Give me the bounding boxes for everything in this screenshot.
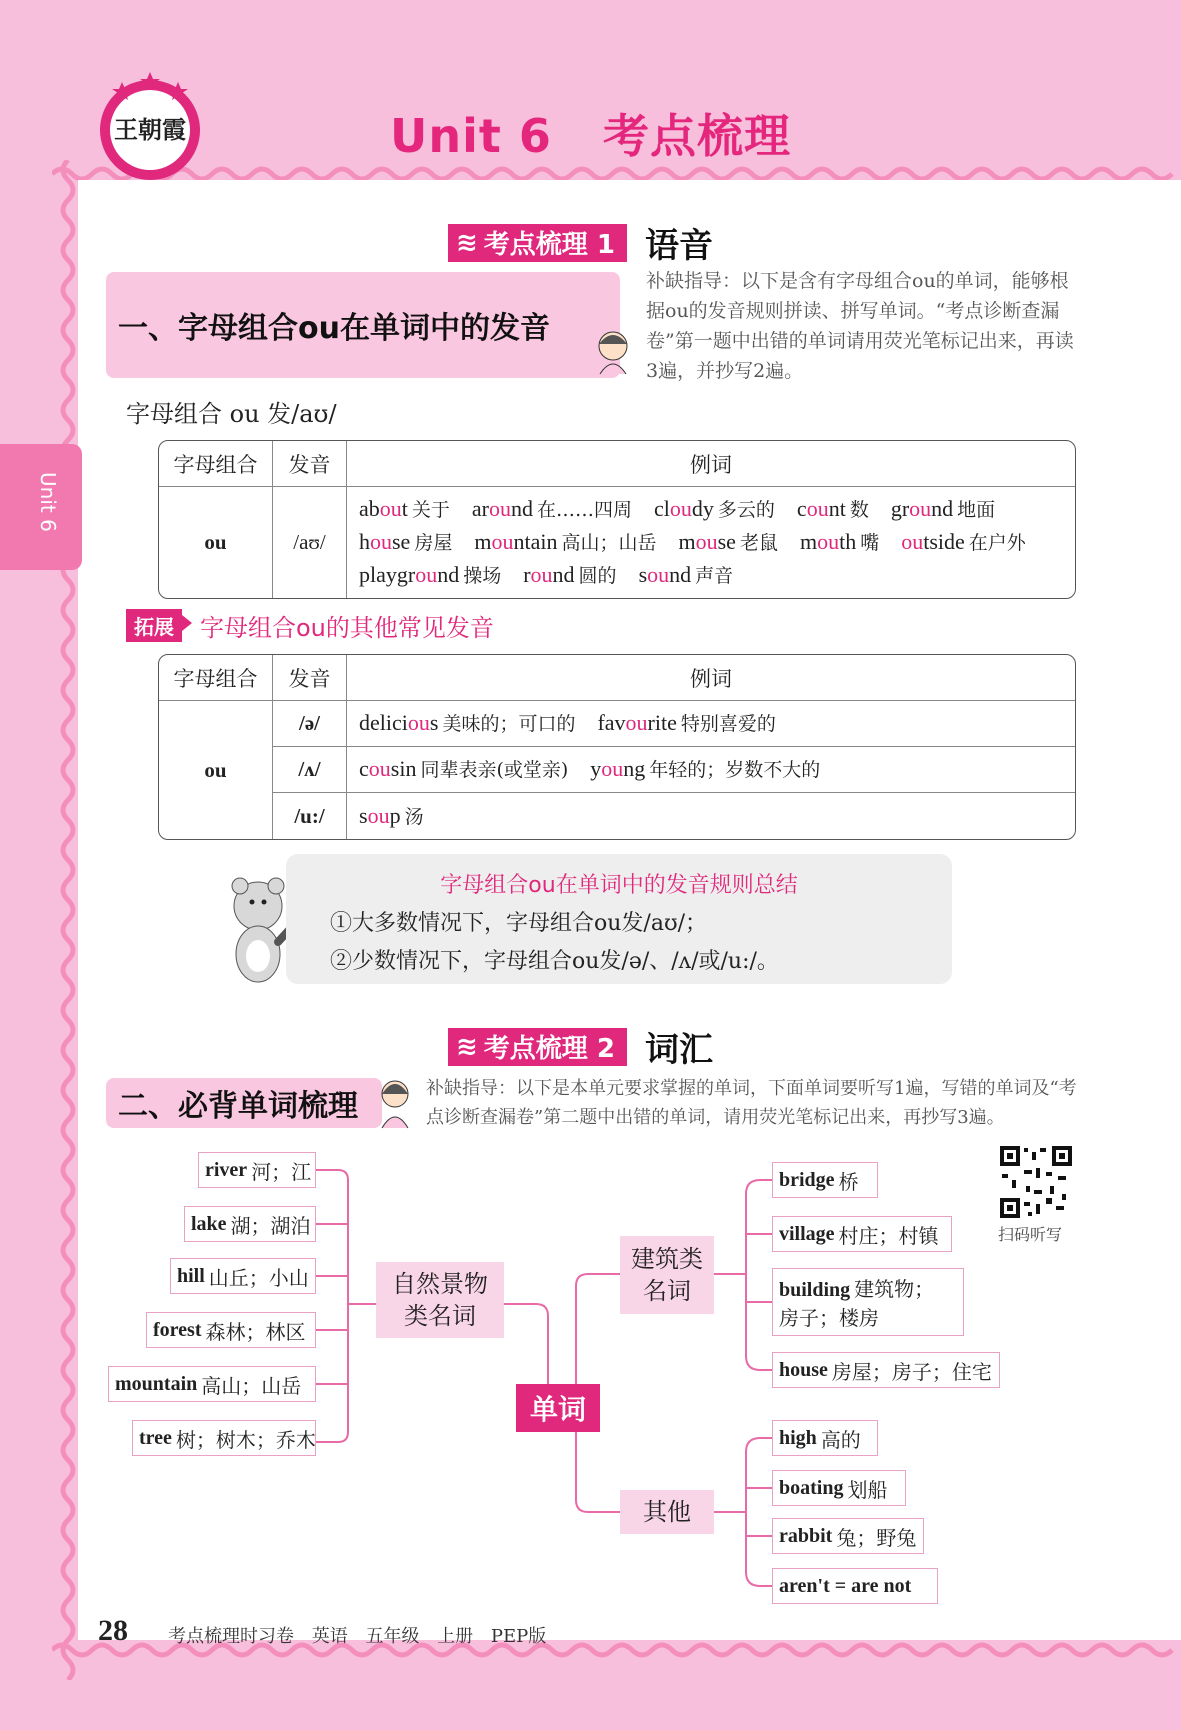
example-word: ground 地面 bbox=[890, 496, 996, 521]
example-word: around 在……四周 bbox=[471, 496, 633, 521]
word-leaf: forest 森林；林区 bbox=[146, 1312, 316, 1348]
summary-box bbox=[286, 854, 952, 984]
word-leaf: boating 划船 bbox=[772, 1470, 906, 1506]
example-word: sound 声音 bbox=[638, 562, 734, 587]
header-combo: 字母组合 bbox=[159, 655, 273, 701]
section1-title: 语音 bbox=[644, 226, 713, 266]
example-word: round 圆的 bbox=[523, 562, 617, 587]
ou-sound-table bbox=[158, 440, 1076, 599]
word-leaf: building 建筑物； 房子；楼房 bbox=[772, 1268, 964, 1336]
examples-cell bbox=[347, 793, 1075, 839]
header-examples: 例词 bbox=[347, 441, 1075, 487]
example-word: young 年轻的；岁数不大的 bbox=[590, 756, 821, 781]
example-word: about 关于 bbox=[359, 496, 450, 521]
wave-lines-icon: ≋ bbox=[456, 227, 478, 258]
page-number: 28 bbox=[98, 1614, 128, 1647]
header-sound: 发音 bbox=[273, 441, 347, 487]
extension-heading bbox=[126, 608, 494, 643]
example-line bbox=[359, 493, 1063, 526]
word-leaf: aren't = are not bbox=[772, 1568, 938, 1604]
word-leaf: rabbit 兔；野兔 bbox=[772, 1518, 924, 1554]
other-node: 其他 bbox=[620, 1490, 714, 1534]
wave-lines-icon: ≋ bbox=[456, 1031, 478, 1062]
section1-box-title: 一、字母组合ou在单词中的发音 bbox=[106, 272, 620, 378]
page-title: Unit 6 考点梳理 bbox=[390, 109, 791, 163]
table-header-row bbox=[159, 441, 1075, 487]
cartoon-girl-icon bbox=[588, 326, 638, 376]
example-word: outside 在户外 bbox=[901, 529, 1026, 554]
combo-cell: ou bbox=[159, 701, 273, 839]
word-leaf: river 河；江 bbox=[198, 1152, 316, 1188]
table-row bbox=[159, 747, 1075, 793]
ou-other-sounds-table bbox=[158, 654, 1076, 840]
header-combo: 字母组合 bbox=[159, 441, 273, 487]
nature-node-label: 自然景物类名词 bbox=[392, 1270, 488, 1330]
section2-heading bbox=[448, 1022, 713, 1071]
example-word: mountain 高山；山岳 bbox=[474, 529, 657, 554]
sound-cell: /u:/ bbox=[273, 793, 347, 839]
ou-subtitle: 字母组合 ou 发/aʊ/ bbox=[126, 400, 337, 428]
combo-cell: ou bbox=[159, 487, 273, 598]
cartoon-girl-icon bbox=[374, 1074, 416, 1130]
building-node bbox=[620, 1236, 714, 1314]
word-leaf: house 房屋；房子；住宅 bbox=[772, 1352, 1000, 1388]
summary-line-2: ②少数情况下，字母组合ou发/ə/、/ʌ/或/u:/。 bbox=[330, 949, 779, 974]
left-wave-border bbox=[52, 160, 82, 1680]
section1-heading bbox=[448, 218, 713, 267]
section2-badge: ≋ 考点梳理 2 bbox=[448, 1028, 627, 1066]
table-row bbox=[159, 701, 1075, 747]
building-node-label: 建筑类名词 bbox=[631, 1245, 703, 1305]
footer-text: 考点梳理时习卷 英语 五年级 上册 PEP版 bbox=[168, 1626, 547, 1647]
word-leaf: village 村庄；村镇 bbox=[772, 1216, 952, 1252]
example-word: count 数 bbox=[796, 496, 869, 521]
section1-badge: ≋ 考点梳理 1 bbox=[448, 224, 627, 262]
extension-text: 字母组合ou的其他常见发音 bbox=[200, 614, 494, 642]
word-leaf: tree 树；树木；乔木 bbox=[132, 1420, 316, 1456]
example-line bbox=[359, 526, 1063, 559]
sound-cell: /aʊ/ bbox=[273, 487, 347, 598]
table-header-row bbox=[159, 655, 1075, 701]
section2-note: 补缺指导：以下是本单元要求掌握的单词，下面单词要听写1遍，写错的单词及“考点诊断查漏卷”第二题中出错的单词，请用荧光笔标记出来，再抄写3遍。 bbox=[426, 1078, 1077, 1128]
word-leaf: mountain 高山；山岳 bbox=[108, 1366, 316, 1402]
extension-badge: 拓展 bbox=[126, 609, 182, 642]
example-word: favourite 特别喜爱的 bbox=[597, 710, 776, 735]
nature-node bbox=[376, 1262, 504, 1338]
example-word: mouth 嘴 bbox=[799, 529, 880, 554]
table-row bbox=[159, 793, 1075, 839]
header-sound: 发音 bbox=[273, 655, 347, 701]
example-word: delicious 美味的；可口的 bbox=[359, 710, 576, 735]
examples-cell bbox=[347, 701, 1075, 747]
section1-note: 补缺指导：以下是含有字母组合ou的单词，能够根据ou的发音规则拼读、拼写单词。“考点诊断查漏卷”第一题中出错的单词请用荧光笔标记出来，再读3遍，并抄写2遍。 bbox=[646, 270, 1074, 382]
mindmap-root: 单词 bbox=[516, 1384, 600, 1432]
summary-line-1: ①大多数情况下，字母组合ou发/aʊ/； bbox=[330, 911, 707, 936]
qr-code-icon[interactable] bbox=[1000, 1146, 1072, 1218]
section2-box-title: 二、必背单词梳理 bbox=[106, 1078, 382, 1128]
word-leaf: hill 山丘；小山 bbox=[170, 1258, 316, 1294]
logo-text: 王朝霞 bbox=[114, 115, 186, 144]
table-row bbox=[159, 487, 1075, 598]
example-word: house 房屋 bbox=[359, 529, 453, 554]
example-word: mouse 老鼠 bbox=[678, 529, 778, 554]
example-word: cloudy 多云的 bbox=[654, 496, 775, 521]
side-tab-label: Unit 6 bbox=[36, 472, 60, 532]
sound-cell: /ə/ bbox=[273, 701, 347, 747]
examples-cell bbox=[347, 747, 1075, 793]
example-word: soup 汤 bbox=[359, 802, 424, 828]
example-line bbox=[359, 559, 1063, 592]
qr-label: 扫码听写 bbox=[998, 1225, 1063, 1244]
section2-title: 词汇 bbox=[644, 1030, 713, 1070]
summary-title: 字母组合ou在单词中的发音规则总结 bbox=[440, 873, 798, 898]
sound-cell: /ʌ/ bbox=[273, 747, 347, 793]
examples-cell bbox=[347, 487, 1075, 598]
example-word: playground 操场 bbox=[359, 562, 502, 587]
word-leaf: lake 湖；湖泊 bbox=[184, 1206, 316, 1242]
word-leaf: bridge 桥 bbox=[772, 1162, 878, 1198]
unit-side-tab bbox=[0, 444, 82, 570]
header-examples: 例词 bbox=[347, 655, 1075, 701]
word-leaf: high 高的 bbox=[772, 1420, 878, 1456]
example-word: cousin 同辈表亲(或堂亲) bbox=[359, 756, 569, 781]
